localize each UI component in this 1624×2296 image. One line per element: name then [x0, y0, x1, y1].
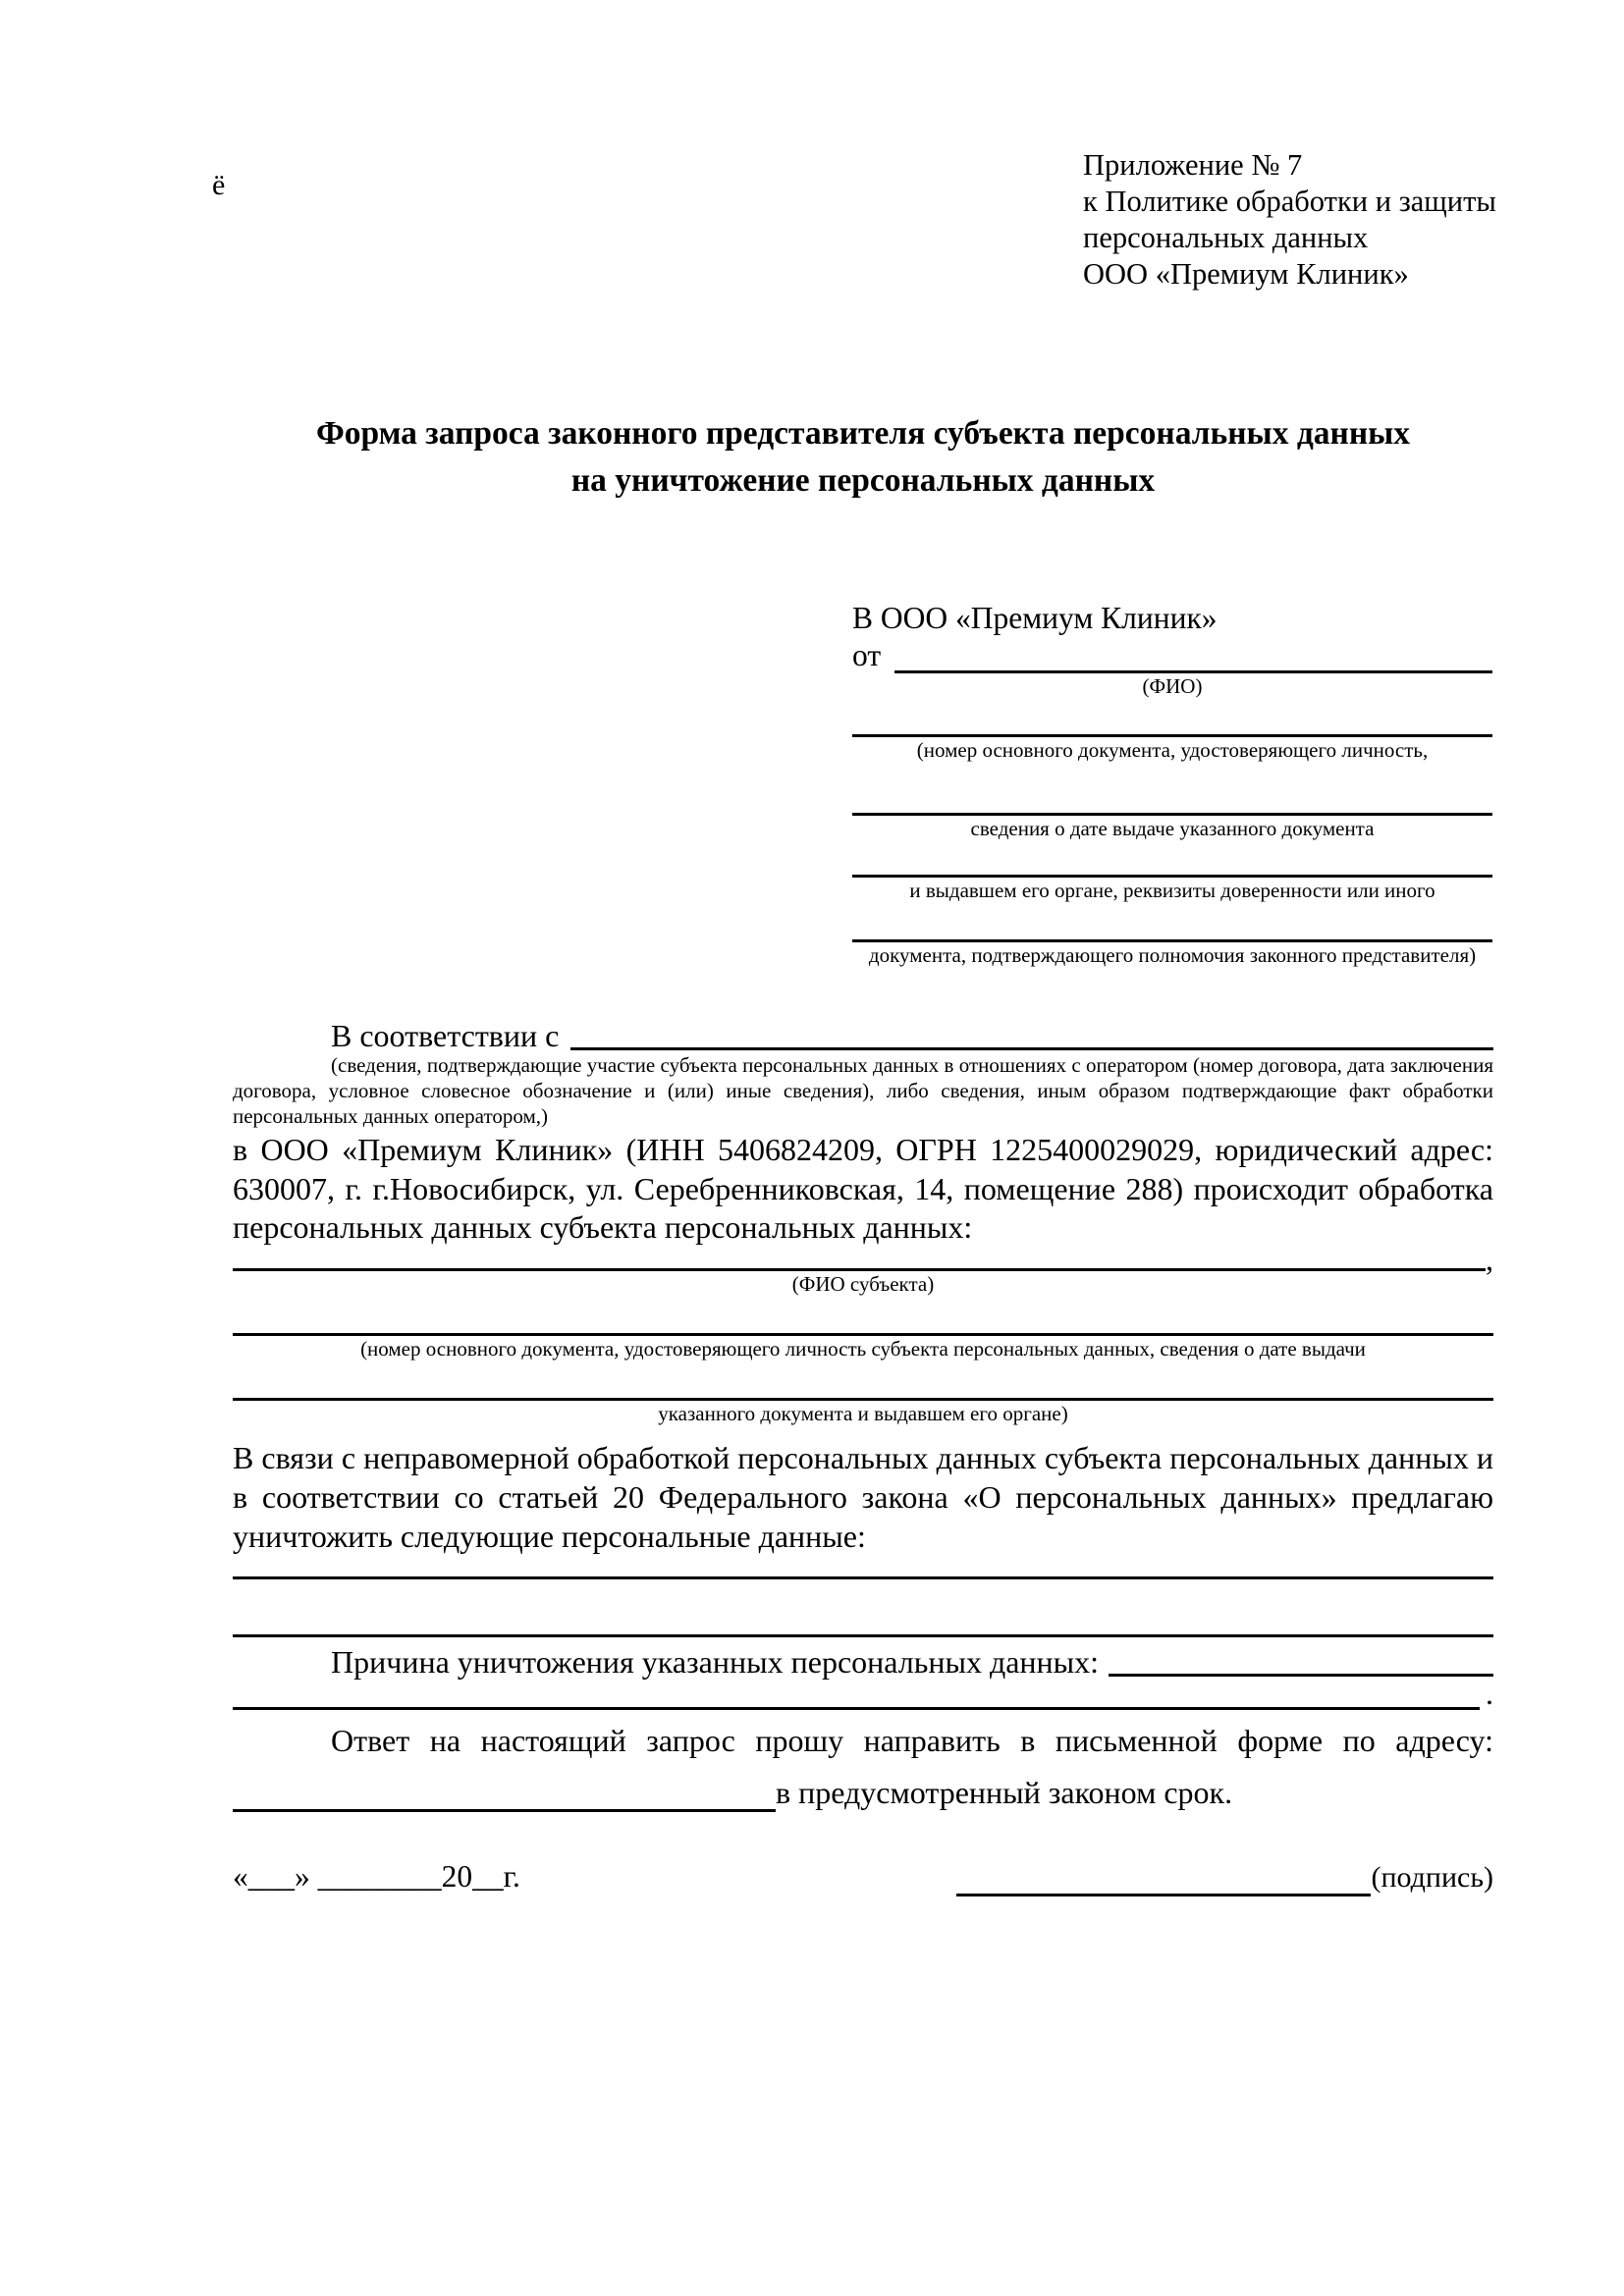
addressee-block [852, 599, 1492, 968]
document-number-label: (номер основного документа, удостоверяющего личность, [916, 738, 1429, 762]
unlawful-processing-paragraph: В связи с неправомерной обработкой персональных данных субъекта персональных данных и в соответствии со статьей 20 Федерального закона «О персональных данных» предлагаю уничтожить следующие персональные данные: [233, 1439, 1493, 1554]
from-prefix: от [852, 638, 882, 672]
subject-document-blank-field [233, 1297, 1493, 1336]
fio-label: (ФИО) [1142, 674, 1203, 698]
address-row [233, 1774, 1493, 1812]
appendix-note [1083, 147, 1496, 293]
issue-date-label: сведения о дате выдаче указанного документа [970, 817, 1375, 840]
signature-group [956, 1858, 1493, 1896]
addressee-company: В ООО «Премиум Клиник» [852, 601, 1218, 635]
subject-fio-label: (ФИО субъекта) [791, 1271, 935, 1296]
data-to-destroy-blank-field [233, 1556, 1493, 1579]
document-title [233, 410, 1493, 505]
reason-blank-field [1109, 1647, 1493, 1677]
signature-footer [233, 1857, 1493, 1896]
document-title-line: Форма запроса законного представителя субъекта персональных данных [315, 415, 1411, 452]
reason-continuation-row [233, 1677, 1493, 1710]
stray-character: ё [212, 169, 226, 201]
address-blank-field [233, 1785, 776, 1812]
signature-label: (подпись) [1371, 1861, 1493, 1894]
appendix-note-line: Приложение № 7 [1083, 148, 1303, 182]
subject-fio-blank-row [233, 1241, 1493, 1277]
document-title-line: на уничтожение персональных данных [570, 462, 1156, 499]
date-blank-line: «___» ________20__г. [233, 1859, 520, 1894]
from-blank-field [894, 638, 1492, 673]
issuing-authority-blank-field [852, 841, 1492, 878]
appendix-note-line: ООО «Премиум Клиник» [1083, 257, 1409, 291]
accordance-blank-field [570, 1021, 1493, 1050]
subject-document-label: (номер основного документа, удостоверяющего личность субъекта персональных данных, сведения о дате выдачи [360, 1336, 1366, 1361]
accordance-row [233, 1018, 1493, 1053]
appendix-note-line: персональных данных [1083, 221, 1369, 254]
document-body [233, 1018, 1493, 1812]
answer-suffix: в предусмотренный законом срок. [776, 1774, 1233, 1810]
reason-row [233, 1643, 1493, 1680]
authority-document-label: документа, подтверждающего полномочия законного представителя) [868, 943, 1477, 967]
subject-document-blank-field-2 [233, 1362, 1493, 1401]
from-field-row [852, 638, 1492, 673]
accordance-note: (сведения, подтверждающие участие субъекта персональных данных в отношениях с оператором (номер договора, дата заключения договора, условное словесное обозначение и (или) иные сведения), либо сведения, иным образом подтверждающие факт обработки персональных данных оператором,) [233, 1053, 1493, 1128]
issue-date-blank-field [852, 763, 1492, 816]
document-number-blank-field [852, 699, 1492, 737]
accordance-prefix: В соответствии с [331, 1018, 560, 1053]
authority-document-blank-field [852, 903, 1492, 942]
signature-blank-field [956, 1858, 1371, 1896]
trailing-period: . [1486, 1675, 1493, 1711]
trailing-comma: , [1486, 1241, 1493, 1277]
reason-prefix: Причина уничтожения указанных персональных данных: [331, 1643, 1100, 1680]
appendix-note-line: к Политике обработки и защиты [1083, 185, 1496, 218]
operator-paragraph: в ООО «Премиум Клиник» (ИНН 5406824209, ОГРН 1225400029029, юридический адрес: 630007, г. г.Новосибирск, ул. Серебренниковская, 14, помещение 288) происходит обработка персональных данных субъекта персональных данных: [233, 1132, 1493, 1245]
reason-blank-field-2 [233, 1707, 1480, 1710]
issuing-authority-label: и выдавшем его органе, реквизиты доверенности или иного [909, 879, 1435, 902]
data-to-destroy-blank-field-2 [233, 1579, 1493, 1637]
answer-paragraph: Ответ на настоящий запрос прошу направить в письменной форме по адресу: [331, 1722, 1493, 1758]
subject-document-label-2: указанного документа и выдавшем его органе) [658, 1401, 1068, 1425]
